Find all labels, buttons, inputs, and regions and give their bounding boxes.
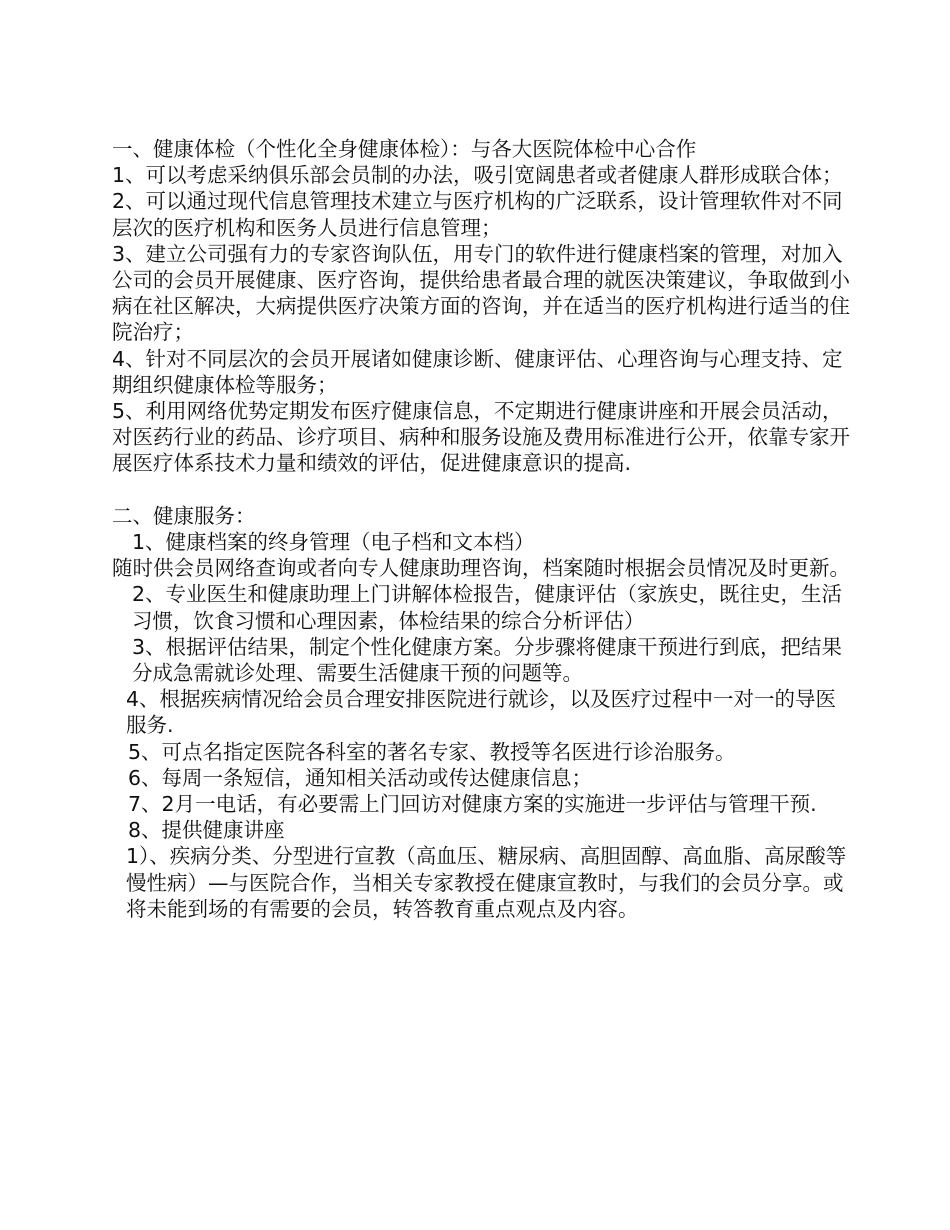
service-item-7: 7、2月一电话，有必要需上门回访对健康方案的实施进一步评估与管理干预.	[128, 792, 817, 817]
service-item-8: 8、提供健康讲座	[128, 818, 285, 843]
service-item-4: 4、根据疾病情况给会员合理安排医院进行就诊，以及医疗过程中一对一的导医服务.	[126, 687, 837, 738]
service-item-1: 1、健康档案的终身管理（电子档和文本档）	[132, 530, 535, 555]
document-body	[112, 136, 852, 922]
section-heading-service: 二、健康服务：	[112, 503, 256, 528]
section-health-service	[112, 503, 852, 922]
service-item-1-note: 随时供会员网络查询或者向专人健康助理咨询，档案随时根据会员情况及时更新。	[112, 556, 850, 581]
list-item: 4、针对不同层次的会员开展诸如健康诊断、健康评估、心理咨询与心理支持、定期组织健康体检等服务；	[112, 346, 843, 397]
list-item: 2、可以通过现代信息管理技术建立与医疗机构的广泛联系，设计管理软件对不同层次的医疗机构和医务人员进行信息管理；	[112, 189, 843, 240]
service-item-8-sub-1: 1）、疾病分类、分型进行宣教（高血压、糖尿病、高胆固醇、高血脂、高尿酸等慢性病）—与医院合作，当相关专家教授在健康宣教时，与我们的会员分享。或将未能到场的有需要的会员，转答教育重点观点及内容。	[126, 844, 847, 921]
service-item-6: 6、每周一条短信，通知相关活动或传达健康信息；	[128, 765, 593, 790]
list-item: 1、可以考虑采纳俱乐部会员制的办法，吸引宽阔患者或者健康人群形成联合体；	[112, 163, 843, 188]
section-spacer	[112, 477, 852, 503]
section-health-checkup	[112, 136, 852, 477]
section-heading-checkup: 一、健康体检（个性化全身健康体检）：与各大医院体检中心合作	[112, 137, 697, 161]
service-item-2: 2、专业医生和健康助理上门讲解体检报告，健康评估（家族史，既往史，生活习惯，饮食习惯和心理因素，体检结果的综合分析评估）	[132, 582, 843, 633]
list-item: 3、建立公司强有力的专家咨询队伍，用专门的软件进行健康档案的管理，对加入公司的会员开展健康、医疗咨询，提供给患者最合理的就医决策建议，争取做到小病在社区解决，大病提供医疗决策方面的咨询，并在适当的医疗机构进行适当的住院治疗；	[112, 241, 850, 345]
service-item-3: 3、根据评估结果，制定个性化健康方案。分步骤将健康干预进行到底，把结果分成急需就诊处理、需要生活健康干预的问题等。	[132, 634, 843, 686]
list-item: 5、利用网络优势定期发布医疗健康信息，不定期进行健康讲座和开展会员活动，对医药行业的药品、诊疗项目、病种和服务设施及费用标准进行公开，依靠专家开展医疗体系技术力量和绩效的评估，促进健康意识的提高.	[112, 399, 850, 476]
service-item-5: 5、可点名指定医院各科室的著名专家、教授等名医进行诊治服务。	[128, 739, 736, 764]
